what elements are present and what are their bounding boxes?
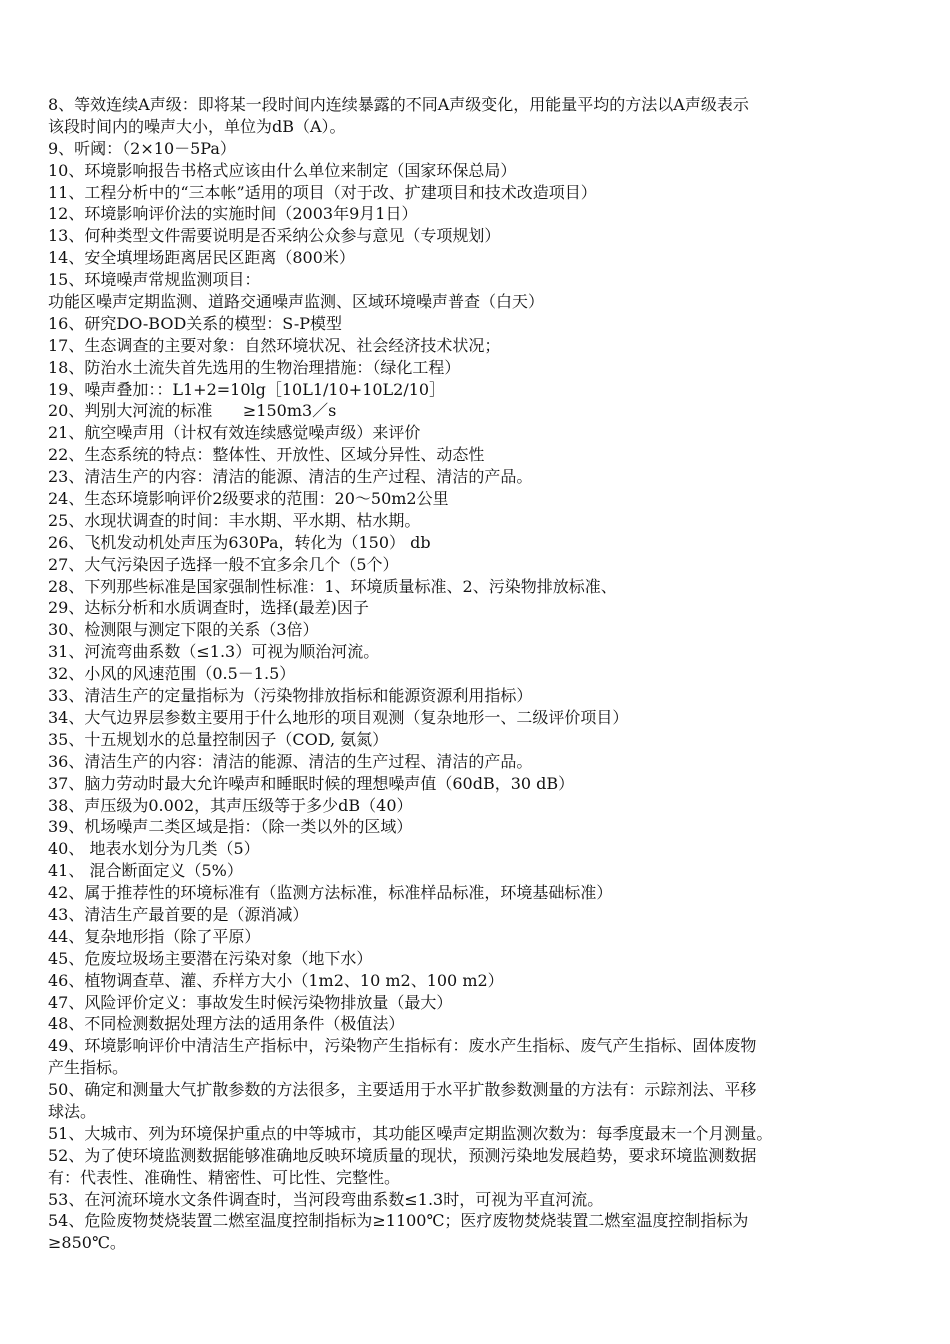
text-line: 50、确定和测量大气扩散参数的方法很多，主要适用于水平扩散参数测量的方法有：示踪剂法、平移 [48, 1080, 757, 1100]
text-line: 41、 混合断面定义（5%） [48, 861, 243, 881]
text-line: 42、属于推荐性的环境标准有（监测方法标准，标准样品标准，环境基础标准） [48, 883, 613, 903]
text-line: 30、检测限与测定下限的关系（3倍） [48, 620, 319, 640]
text-line: 功能区噪声定期监测、道路交通噪声监测、区域环境噪声普查（白天） [48, 292, 545, 312]
text-line: 21、航空噪声用（计权有效连续感觉噪声级）来评价 [48, 423, 421, 443]
document-body [48, 94, 910, 1254]
text-line: 44、复杂地形指（除了平原） [48, 926, 261, 946]
text-line: 15、环境噪声常规监测项目： [48, 270, 261, 290]
text-line: ≥850℃。 [48, 1233, 126, 1253]
text-line: 球法。 [48, 1101, 97, 1121]
text-line: 16、研究DO-BOD关系的模型：S-P模型 [48, 313, 343, 333]
text-line: 20、判别大河流的标准 ≥150m3／s [48, 401, 337, 421]
text-line: 18、防治水土流失首先选用的生物治理措施：（绿化工程） [48, 357, 461, 377]
text-line: 47、风险评价定义：事故发生时候污染物排放量（最大） [48, 992, 453, 1012]
text-line: 34、大气边界层参数主要用于什么地形的项目观测（复杂地形一、二级评价项目） [48, 707, 629, 727]
text-line: 23、清洁生产的内容：清洁的能源、清洁的生产过程、清洁的产品。 [48, 467, 533, 487]
text-line: 产生指标。 [48, 1058, 129, 1078]
text-line: 14、安全填埋场距离居民区距离（800米） [48, 248, 355, 268]
text-line: 26、飞机发动机处声压为630Pa，转化为（150） db [48, 532, 431, 552]
text-line: 8、等效连续A声级：即将某一段时间内连续暴露的不同A声级变化，用能量平均的方法以A声级表示 [48, 95, 749, 114]
text-line: 45、危废垃圾场主要潜在污染对象（地下水） [48, 948, 373, 968]
text-line: 11、工程分析中的“三本帐”适用的项目（对于改、扩建项目和技术改造项目） [48, 182, 597, 202]
text-line: 37、脑力劳动时最大允许噪声和睡眠时候的理想噪声值（60dB，30 dB） [48, 773, 575, 793]
text-line: 53、在河流环境水文条件调查时，当河段弯曲系数≤1.3时，可视为平直河流。 [48, 1189, 604, 1209]
text-line: 31、河流弯曲系数（≤1.3）可视为顺治河流。 [48, 642, 380, 662]
text-line: 39、机场噪声二类区域是指：（除一类以外的区域） [48, 817, 413, 837]
text-line: 19、噪声叠加：：L1+2=10lg［10L1/10+10L2/10］ [48, 379, 446, 399]
text-line: 9、听阈：（2×10－5Pa） [48, 138, 236, 158]
text-line: 33、清洁生产的定量指标为（污染物排放指标和能源资源利用指标） [48, 686, 533, 706]
text-line: 28、下列那些标准是国家强制性标准：1、环境质量标准、2、污染物排放标准、 [48, 576, 617, 596]
text-line: 27、大气污染因子选择一般不宜多余几个（5个） [48, 554, 399, 574]
text-line: 36、清洁生产的内容：清洁的能源、清洁的生产过程、清洁的产品。 [48, 751, 533, 771]
text-line: 12、环境影响评价法的实施时间（2003年9月1日） [48, 204, 418, 224]
text-line: 35、十五规划水的总量控制因子（COD, 氨氮） [48, 729, 389, 749]
text-line: 22、生态系统的特点：整体性、开放性、区域分异性、动态性 [48, 445, 485, 465]
text-line: 54、危险废物焚烧装置二燃室温度控制指标为≥1100℃；医疗废物焚烧装置二燃室温度控制指标为 [48, 1211, 749, 1231]
text-line: 48、不同检测数据处理方法的适用条件（极值法） [48, 1014, 405, 1034]
text-line: 13、何种类型文件需要说明是否采纳公众参与意见（专项规划） [48, 226, 501, 246]
text-line: 25、水现状调查的时间：丰水期、平水期、枯水期。 [48, 510, 421, 530]
text-line: 43、清洁生产最首要的是（源消减） [48, 904, 309, 924]
text-line: 46、植物调查草、灌、乔样方大小（1m2、10 m2、100 m2） [48, 970, 504, 990]
text-line: 有：代表性、准确性、精密性、可比性、完整性。 [48, 1167, 401, 1187]
text-line: 52、为了使环境监测数据能够准确地反映环境质量的现状，预测污染地发展趋势，要求环境监测数据 [48, 1145, 757, 1165]
text-line: 29、达标分析和水质调查时，选择(最差)因子 [48, 598, 369, 618]
text-line: 49、环境影响评价中清洁生产指标中，污染物产生指标有：废水产生指标、废气产生指标、固体废物 [48, 1036, 757, 1056]
text-line: 17、生态调查的主要对象：自然环境状况、社会经济技术状况； [48, 335, 501, 355]
text-line: 10、环境影响报告书格式应该由什么单位来制定（国家环保总局） [48, 160, 517, 180]
text-line: 40、 地表水划分为几类（5） [48, 839, 260, 859]
text-line: 24、生态环境影响评价2级要求的范围：20～50m2公里 [48, 489, 449, 509]
text-line: 38、声压级为0.002，其声压级等于多少dB（40） [48, 795, 413, 815]
text-line: 32、小风的风速范围（0.5－1.5） [48, 664, 296, 684]
text-line: 该段时间内的噪声大小，单位为dB（A）。 [48, 116, 346, 136]
text-line: 51、大城市、列为环境保护重点的中等城市，其功能区噪声定期监测次数为：每季度最末一个月测量。 [48, 1123, 773, 1143]
